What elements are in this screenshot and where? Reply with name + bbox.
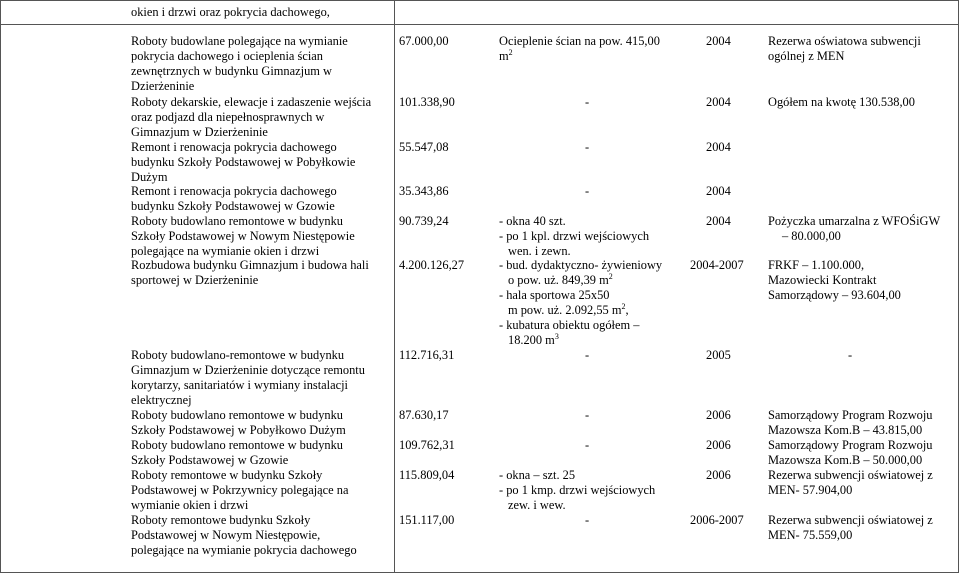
row-value: 151.117,00 — [399, 513, 455, 527]
row-desc-line: Roboty budowlano remontowe w budynku — [131, 438, 343, 452]
row-source-line: Rezerwa subwencji oświatowej z — [768, 513, 933, 527]
row-scope-line: - po 1 kmp. drzwi wejściowych — [499, 483, 656, 497]
row-source-line: MEN- 75.559,00 — [768, 528, 853, 542]
row-year: 2006 — [706, 438, 731, 452]
row-scope-line: wen. i zewn. — [508, 244, 571, 258]
row-source-line: Rezerwa oświatowa subwencji — [768, 34, 921, 48]
row-source-line: - — [848, 348, 853, 362]
row-scope-line: - — [585, 408, 590, 422]
row-source-line: FRKF – 1.100.000, — [768, 258, 865, 272]
row-desc-line: Rozbudowa budynku Gimnazjum i budowa hali — [131, 258, 369, 272]
row-desc-line: korytarzy, sanitariatów i wymiany instalacji — [131, 378, 348, 392]
row-value: 112.716,31 — [399, 348, 455, 362]
row-value: 115.809,04 — [399, 468, 455, 482]
row-scope-line: m pow. uż. 2.092,55 m — [508, 303, 622, 317]
row-source-line: Samorządowy Program Rozwoju — [768, 408, 933, 422]
row-desc-line: Roboty budowlane polegające na wymianie — [131, 34, 348, 48]
row-source-line: Ogółem na kwotę 130.538,00 — [768, 95, 915, 109]
row-desc-line: Podstawowej w Nowym Niestępowie, — [131, 528, 321, 542]
row-scope-line: - — [585, 438, 590, 452]
row-scope-line: Ocieplenie ścian na pow. 415,00 — [499, 34, 660, 48]
row-scope-line: - — [585, 513, 590, 527]
row-year: 2004 — [706, 140, 731, 154]
row-source-line: Rezerwa subwencji oświatowej z — [768, 468, 933, 482]
row-desc-line: Roboty budowlano-remontowe w budynku — [131, 348, 345, 362]
row-scope-line: zew. i wew. — [508, 498, 566, 512]
row-value: 109.762,31 — [399, 438, 455, 452]
row-desc-line: budynku Szkoły Podstawowej w Pobyłkowie — [131, 155, 356, 169]
row-year: 2004 — [706, 184, 731, 198]
row-year: 2004 — [706, 214, 731, 228]
row-desc-line: Roboty remontowe budynku Szkoły — [131, 513, 311, 527]
row-scope-line: - kubatura obiektu ogółem – — [499, 318, 640, 332]
row-year: 2006 — [706, 408, 731, 422]
row-scope-line: - bud. dydaktyczno- żywieniowy — [499, 258, 663, 272]
row-source-line: Samorządowy Program Rozwoju — [768, 438, 933, 452]
superscript: 3 — [554, 331, 559, 341]
row-scope-line: m — [499, 49, 509, 63]
row-value: 101.338,90 — [399, 95, 455, 109]
row-desc-line: polegające na wymianie okien i drzwi — [131, 244, 320, 258]
row-desc-line: Remont i renowacja pokrycia dachowego — [131, 184, 337, 198]
row-desc-line: polegające na wymianie pokrycia dachowego — [131, 543, 357, 557]
row-desc-line: Szkoły Podstawowej w Gzowie — [131, 453, 289, 467]
row-desc-line: oraz podjazd dla niepełnosprawnych w — [131, 110, 325, 124]
row-desc-line: wymianie okien i drzwi — [131, 498, 249, 512]
row-desc-line: Szkoły Podstawowej w Nowym Niestępowie — [131, 229, 355, 243]
row-scope-line: 18.200 m — [508, 333, 555, 347]
row-value: 4.200.126,27 — [399, 258, 465, 272]
row-desc-line: Roboty budowlano remontowe w budynku — [131, 408, 343, 422]
row-source-line: Mazowsza Kom.B – 43.815,00 — [768, 423, 923, 437]
row-scope-line: - hala sportowa 25x50 — [499, 288, 610, 302]
row-source-line: Samorządowy – 93.604,00 — [768, 288, 901, 302]
header-row-text: okien i drzwi oraz pokrycia dachowego, — [131, 5, 330, 19]
row-desc-line: Gimnazjum w Dzierżeninie dotyczące remontu — [131, 363, 365, 377]
row-scope-line: - — [585, 348, 590, 362]
row-year: 2004 — [706, 95, 731, 109]
row-source-line: Pożyczka umarzalna z WFOŚiGW — [768, 214, 941, 228]
row-desc-line: Roboty budowlano remontowe w budynku — [131, 214, 343, 228]
row-year: 2005 — [706, 348, 731, 362]
row-desc-line: Dzierżeninie — [131, 79, 195, 93]
row-desc-line: elektrycznej — [131, 393, 192, 407]
row-desc-line: sportowej w Dzierżeninie — [131, 273, 259, 287]
row-desc-line: pokrycia dachowego i ocieplenia ścian — [131, 49, 323, 63]
row-desc-line: Remont i renowacja pokrycia dachowego — [131, 140, 337, 154]
row-scope-line: - okna 40 szt. — [499, 214, 566, 228]
row-source-line: Mazowsza Kom.B – 50.000,00 — [768, 453, 923, 467]
row-source-line: Mazowiecki Kontrakt — [768, 273, 877, 287]
superscript: 2 — [621, 301, 626, 311]
row-year: 2006-2007 — [690, 513, 744, 527]
row-scope-line: - okna – szt. 25 — [499, 468, 576, 482]
row-value: 67.000,00 — [399, 34, 449, 48]
row-value: 35.343,86 — [399, 184, 449, 198]
row-desc-line: zewnętrznych w budynku Gimnazjum w — [131, 64, 332, 78]
row-desc-line: Podstawowej w Pokrzywnicy polegające na — [131, 483, 349, 497]
row-year: 2004 — [706, 34, 731, 48]
row-desc-line: Gimnazjum w Dzierżeninie — [131, 125, 268, 139]
row-year: 2006 — [706, 468, 731, 482]
row-value: 87.630,17 — [399, 408, 449, 422]
row-desc-line: Roboty remontowe w budynku Szkoły — [131, 468, 323, 482]
superscript: 2 — [508, 47, 513, 57]
row-desc-line: Roboty dekarskie, elewacje i zadaszenie wejścia — [131, 95, 372, 109]
row-value: 55.547,08 — [399, 140, 449, 154]
row-source-line: – 80.000,00 — [782, 229, 841, 243]
row-source-line: MEN- 57.904,00 — [768, 483, 853, 497]
row-scope-line: - po 1 kpl. drzwi wejściowych — [499, 229, 650, 243]
row-desc-line: budynku Szkoły Podstawowej w Gzowie — [131, 199, 335, 213]
row-scope-line: o pow. uż. 849,39 m — [508, 273, 609, 287]
row-desc-line: Szkoły Podstawowej w Pobyłkowo Dużym — [131, 423, 346, 437]
row-value: 90.739,24 — [399, 214, 449, 228]
row-source-line: ogólnej z MEN — [768, 49, 845, 63]
row-year: 2004-2007 — [690, 258, 744, 272]
row-scope-line: - — [585, 140, 590, 154]
superscript: 2 — [608, 271, 613, 281]
row-scope-line: - — [585, 184, 590, 198]
row-scope-line: - — [585, 95, 590, 109]
row-desc-line: Dużym — [131, 170, 168, 184]
